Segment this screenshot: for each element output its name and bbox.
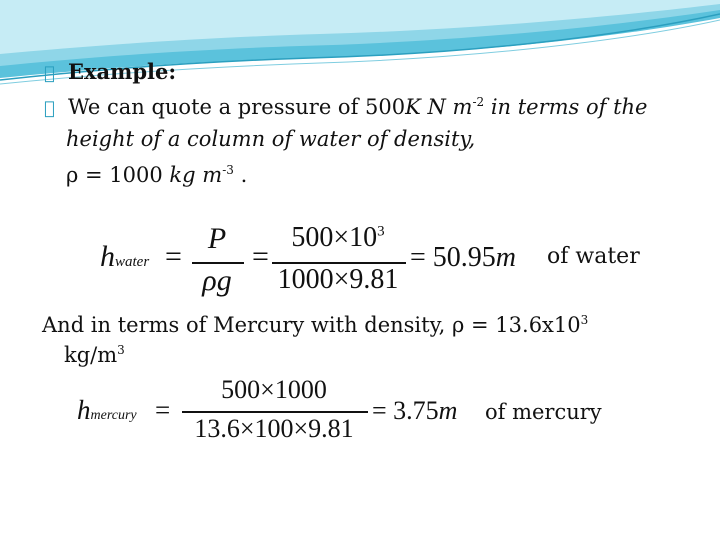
bullet-icon bbox=[44, 63, 68, 84]
eq1-numerator-2: $500\times 10^3$ bbox=[291, 222, 385, 253]
eq2-result: = 3.75m bbox=[372, 396, 458, 425]
density-exponent: -3 bbox=[222, 163, 234, 177]
eq1-denominator-1: ρg bbox=[202, 264, 232, 297]
line1-unit: K N m bbox=[405, 95, 473, 119]
eq2-denominator: 13.6×100×9.81 bbox=[194, 414, 354, 443]
eq1-result: = 50.95m bbox=[410, 242, 517, 273]
density-value: ρ = 1000 bbox=[66, 163, 170, 187]
eq1-lhs: h bbox=[100, 240, 115, 273]
eq2-fraction-bar bbox=[182, 411, 368, 413]
density-end: . bbox=[233, 163, 248, 187]
eq2-lhs: h bbox=[77, 395, 91, 425]
eq2-lhs-subscript: mercury bbox=[90, 408, 137, 423]
paragraph-line-2: height of a column of water of density, bbox=[66, 127, 476, 151]
paragraph-line-3 bbox=[66, 163, 247, 187]
example-heading bbox=[44, 59, 176, 84]
mercury-line-1: And in terms of Mercury with density, $\rho = 13.6x10^3$ bbox=[42, 313, 589, 337]
eq1-equals-1: = bbox=[165, 240, 182, 273]
bullet-icon bbox=[44, 98, 68, 119]
eq2-numerator: 500×1000 bbox=[221, 375, 327, 404]
eq2-suffix: of mercury bbox=[485, 400, 602, 424]
mercury-line-2: $kg/m^3$ bbox=[64, 343, 125, 367]
density-unit: kg m bbox=[169, 163, 223, 187]
line1-text-c: in terms of the bbox=[484, 95, 648, 119]
eq1-lhs-subscript: water bbox=[115, 254, 150, 270]
line1-exponent: -2 bbox=[472, 95, 485, 109]
eq1-suffix: of water bbox=[547, 244, 640, 269]
eq2-equals: = bbox=[155, 395, 171, 425]
heading-label: Example: bbox=[68, 59, 177, 84]
mercury-exponent: 3 bbox=[580, 313, 589, 327]
paragraph-line-1 bbox=[44, 95, 648, 119]
eq1-numerator-1: P bbox=[207, 222, 227, 255]
line1-text-a: We can quote a pressure of 500 bbox=[68, 95, 406, 119]
eq1-equals-2: = bbox=[252, 240, 269, 273]
eq1-denominator-2: 1000×9.81 bbox=[277, 264, 399, 295]
